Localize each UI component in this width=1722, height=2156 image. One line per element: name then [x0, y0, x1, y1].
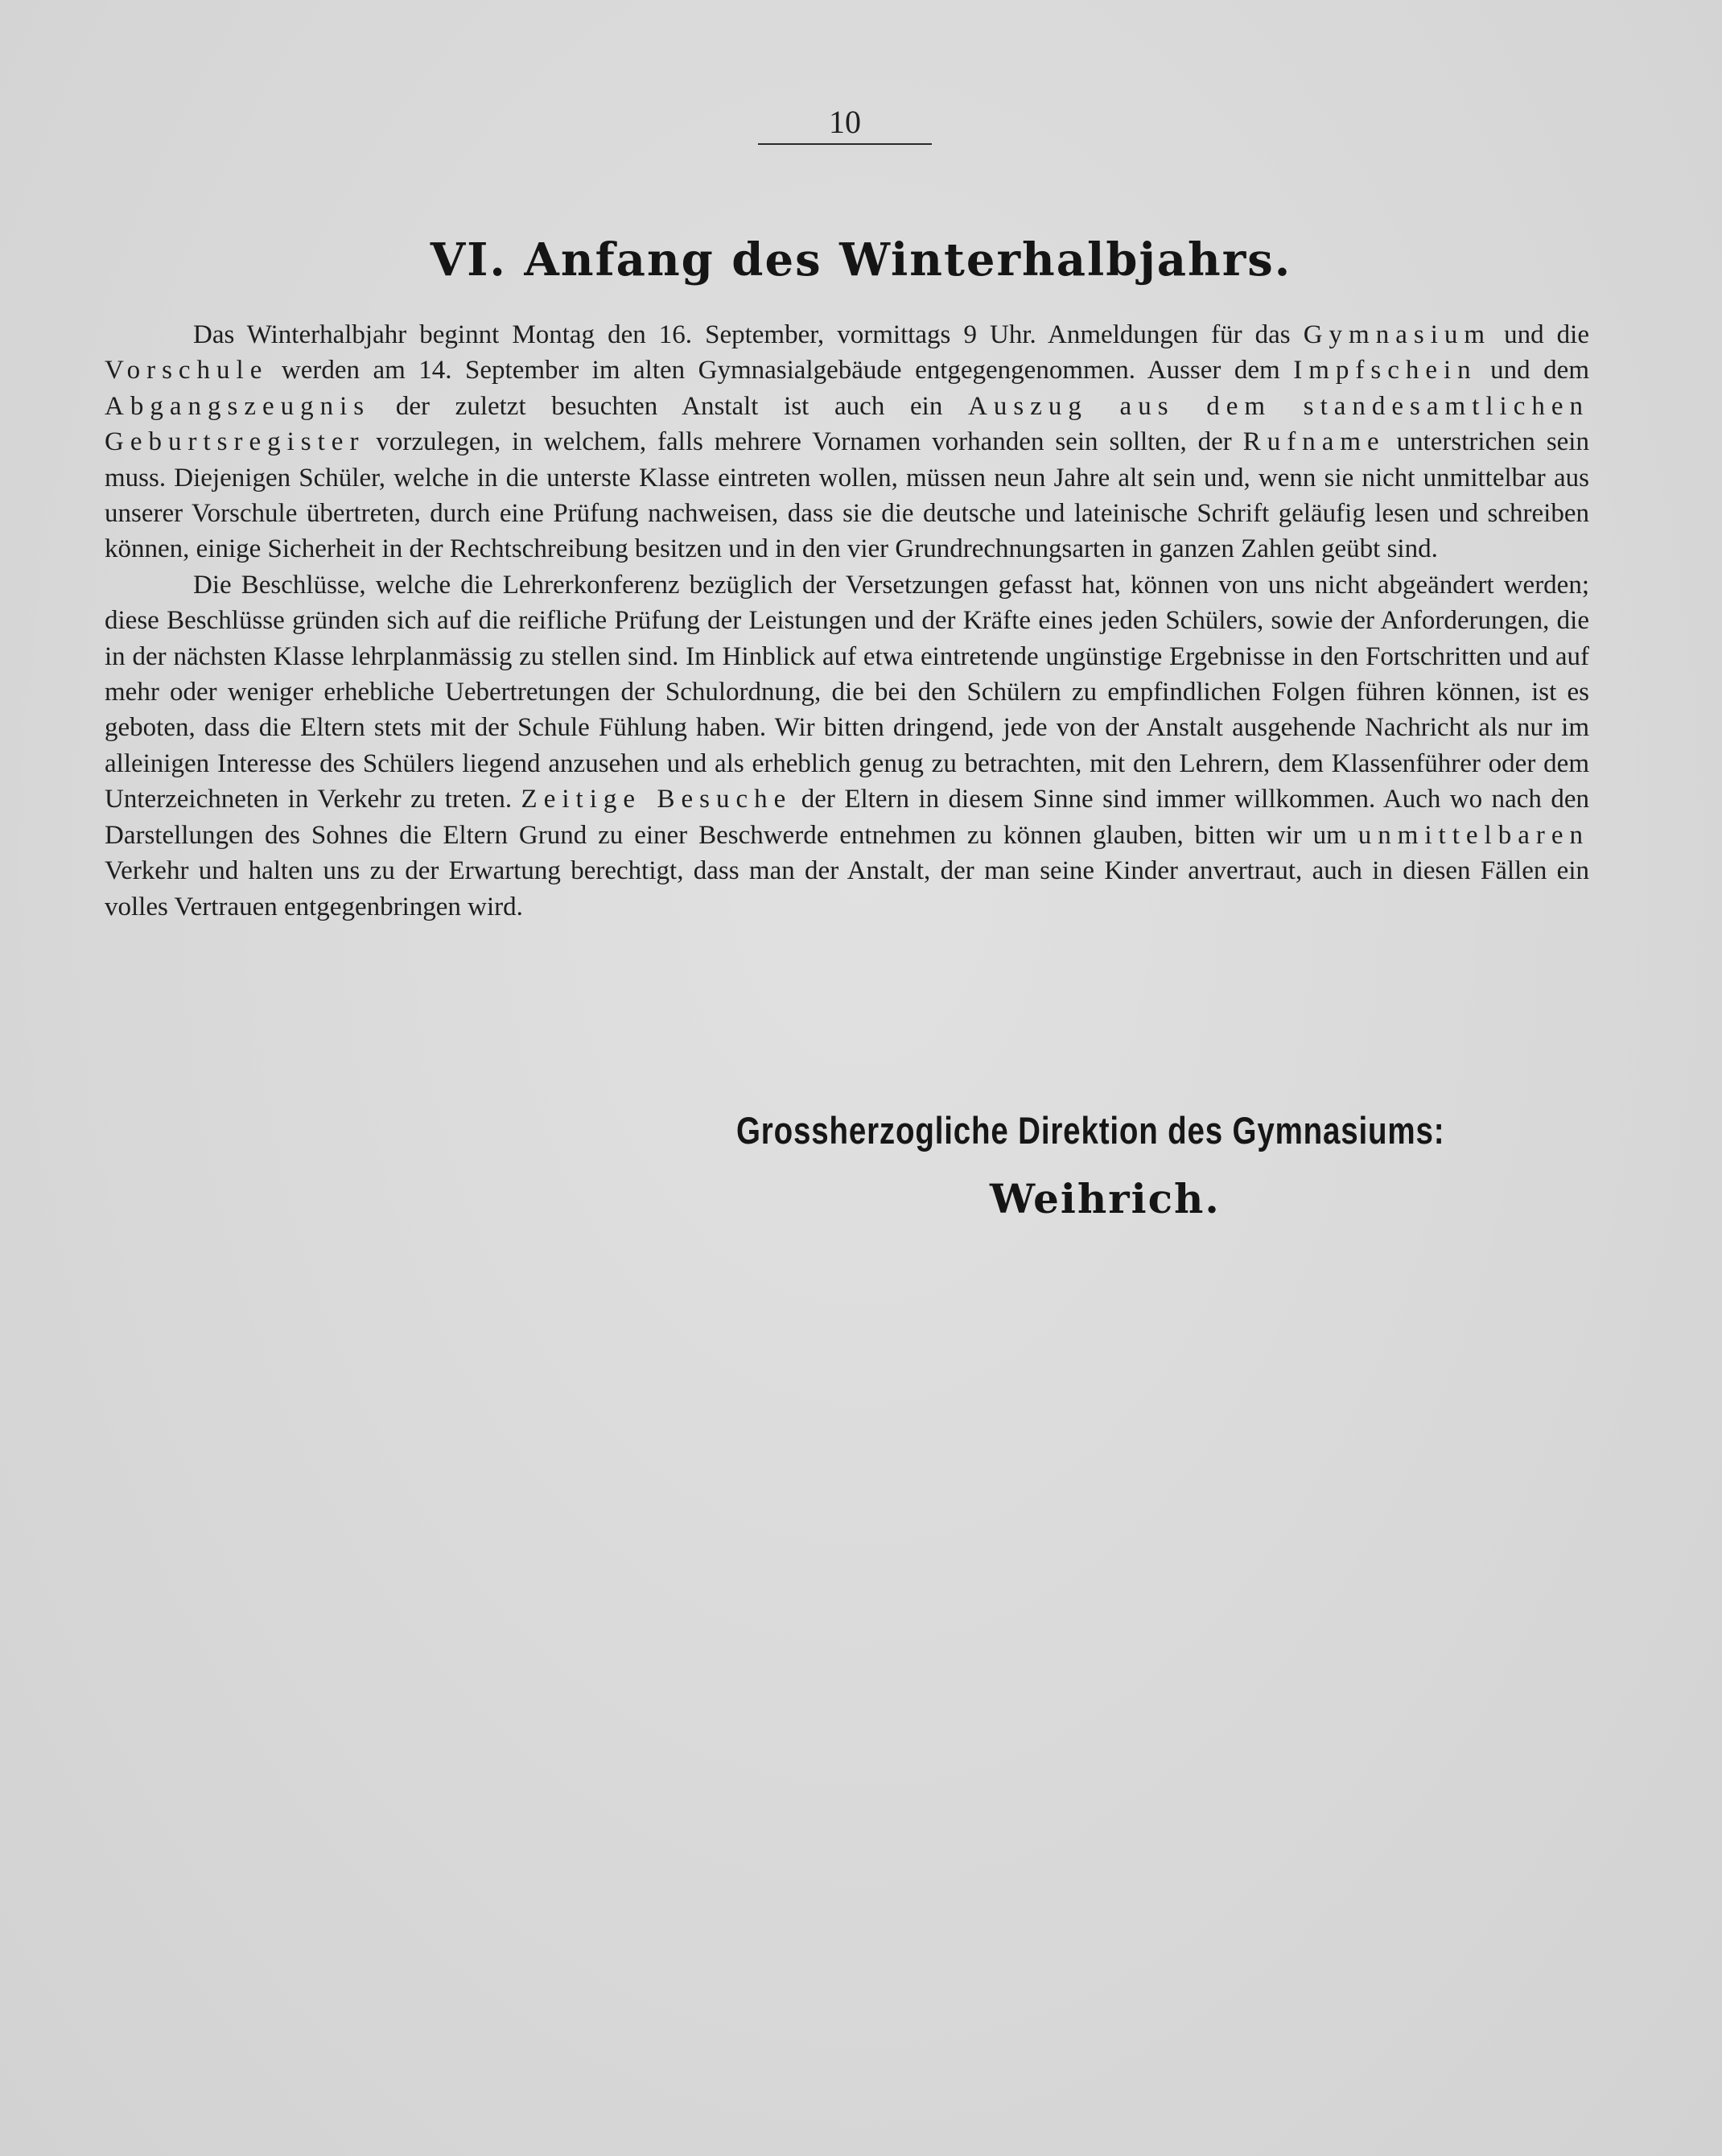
text-run: vorzulegen, in welchem, falls mehrere Vornamen vorhanden sein sollten, der	[365, 427, 1243, 457]
closing-institution: Grossherzogliche Direktion des Gymnasiums:	[736, 1109, 1445, 1152]
spaced-emphasis: Abgangszeugnis	[105, 391, 371, 421]
spaced-emphasis: Impfschein	[1293, 356, 1477, 385]
paragraph-admission	[105, 317, 1589, 567]
text-run: und die	[1491, 320, 1589, 349]
spaced-emphasis: Vorschule	[105, 356, 269, 385]
text-run: unterstrichen sein muss. Diejenigen Schüler, welche in die unterste Klasse eintreten wollen, müssen neun Jahre alt sein und, wenn sie nicht unmittelbar aus unserer Vorschule übertreten, durch eine Prüfung nachweisen, dass sie die deutsche und lateinische Schrift geläufig lesen und schreiben können, einige Sicherheit in der Rechtschreibung besitzen und in den vier Grundrechnungsarten in ganzen Zahlen geübt sind.	[105, 427, 1589, 564]
paragraph-promotion	[105, 567, 1589, 925]
body-text	[105, 317, 1589, 925]
section-heading: VI. Anfang des Winterhalbjahrs.	[430, 233, 1292, 287]
text-run: werden am 14. September im alten Gymnasialgebäude entgegengenommen. Ausser dem	[268, 356, 1294, 385]
text-run: Das Winterhalbjahr beginnt Montag den 16. September, vormittags 9 Uhr. Anmeldungen für das	[193, 320, 1304, 349]
spaced-emphasis: Zeitige Besuche	[521, 785, 793, 814]
text-run: und dem	[1477, 356, 1589, 385]
spaced-emphasis: Auszug aus dem standesamtlichen Geburtsregister	[105, 391, 1590, 457]
text-run: Verkehr und halten uns zu der Erwartung berechtigt, dass man der Anstalt, der man seine Kinder anvertraut, auch in diesen Fällen ein volles Vertrauen entgegenbringen wird.	[105, 856, 1589, 921]
text-run: der zuletzt besuchten Anstalt ist auch ein	[370, 391, 969, 421]
spaced-emphasis: Rufname	[1242, 427, 1386, 457]
signature-name: Weihrich.	[990, 1175, 1221, 1222]
page-number: 10	[829, 104, 861, 140]
spaced-emphasis: Gymnasium	[1303, 320, 1492, 349]
page-number-rule	[758, 143, 932, 145]
text-run: der Eltern in diesem Sinne sind immer willkommen. Auch wo nach den Darstellungen des Sohnes die Eltern Grund zu einer Beschwerde entnehmen zu können glauben, bitten wir um	[105, 785, 1589, 850]
text-run: Die Beschlüsse, welche die Lehrerkonferenz bezüglich der Versetzungen gefasst hat, können von uns nicht abgeändert werden; diese Beschlüsse gründen sich auf die reifliche Prüfung der Leistungen und der Kräfte eines jeden Schülers, sowie der Anforderungen, die in der nächsten Klasse lehrplanmässig zu stellen sind. Im Hinblick auf etwa eintretende ungünstige Ergebnisse in den Fortschritten und auf mehr oder weniger erhebliche Uebertretungen der Schulordnung, die bei den Schülern zu empfindlichen Folgen führen können, ist es geboten, dass die Eltern stets mit der Schule Fühlung haben. Wir bitten dringend, jede von der Anstalt ausgehende Nachricht als nur im alleinigen Interesse des Schülers liegend anzusehen und als erheblich genug zu betrachten, mit den Lehrern, dem Klassenführer oder dem Unterzeichneten in Verkehr zu treten.	[105, 570, 1589, 814]
spaced-emphasis: unmittelbaren	[1357, 820, 1589, 850]
